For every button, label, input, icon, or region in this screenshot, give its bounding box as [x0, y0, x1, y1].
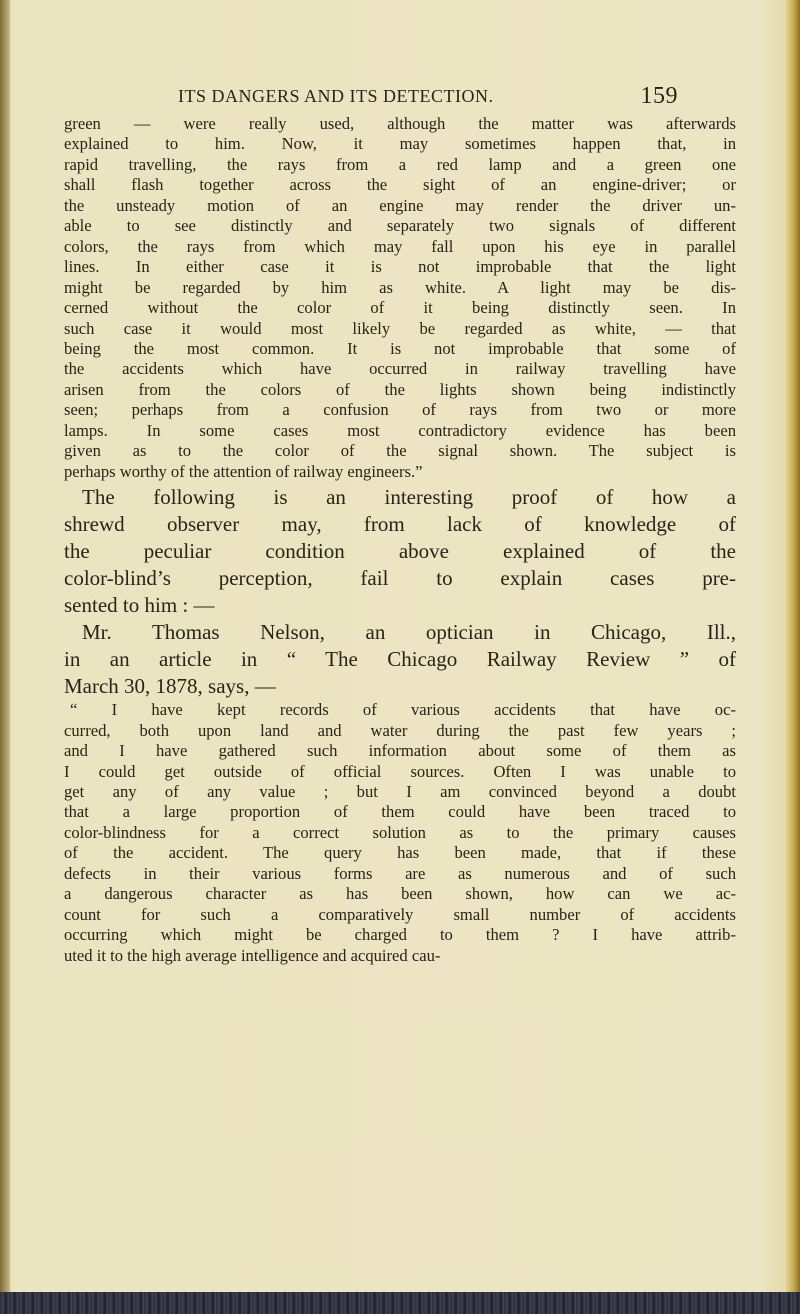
text-line: rapid travelling, the rays from a red lamp and a green one [64, 154, 736, 174]
text-line: might be regarded by him as white. A light may be dis- [64, 277, 736, 297]
text-line: green — were really used, although the matter was afterwards [64, 114, 736, 133]
text-line: colors, the rays from which may fall upon his eye in parallel [64, 236, 736, 256]
text-line: uted it to the high average intelligence and acquired cau- [64, 945, 441, 965]
page-number: 159 [640, 83, 678, 109]
text-line: that a large proportion of them could have been traced to [64, 802, 736, 822]
text-line: arisen from the colors of the lights shown being indistinctly [64, 379, 736, 399]
text-line: in an article in “ The Chicago Railway Review ” of [64, 647, 736, 672]
running-header [178, 83, 678, 112]
text-line: being the most common. It is not improbable that some of [64, 338, 736, 358]
scan-bottom-band [0, 1292, 800, 1314]
quote-block-one [64, 114, 736, 482]
text-line: curred, both upon land and water during the past few years ; [64, 720, 736, 740]
text-line: sented to him : — [64, 593, 215, 618]
text-line: occurring which might be charged to them ? I have attrib- [64, 925, 736, 945]
text-line: color-blind’s perception, fail to explain cases pre- [64, 566, 736, 591]
text-line: given as to the color of the signal shown. The subject is [64, 441, 736, 461]
text-line: the accidents which have occurred in railway travelling have [64, 359, 736, 379]
text-line: able to see distinctly and separately two signals of different [64, 216, 736, 236]
paragraph-two [64, 619, 736, 700]
text-line: lines. In either case it is not improbable that the light [64, 257, 736, 277]
text-line: a dangerous character as has been shown, how can we ac- [64, 884, 736, 904]
text-line: Mr. Thomas Nelson, an optician in Chicago, Ill., [82, 620, 736, 645]
text-line: cerned without the color of it being distinctly seen. In [64, 298, 736, 318]
page-gutter [0, 0, 10, 1314]
text-line: color-blindness for a correct solution as to the primary causes [64, 822, 736, 842]
text-line: shall flash together across the sight of an engine-driver; or [64, 175, 736, 195]
text-line: The following is an interesting proof of how a [82, 485, 736, 510]
text-line: the peculiar condition above explained of the [64, 539, 736, 564]
quote-block-two [64, 700, 736, 966]
text-line: and I have gathered such information about some of them as [64, 741, 736, 761]
running-title: ITS DANGERS AND ITS DETECTION. [178, 86, 494, 106]
text-line: March 30, 1878, says, — [64, 674, 276, 699]
text-line: defects in their various forms are as numerous and of such [64, 863, 736, 883]
text-line: perhaps worthy of the attention of railway engineers.” [64, 461, 423, 481]
text-line: of the accident. The query has been made, that if these [64, 843, 736, 863]
text-line: “ I have kept records of various accidents that have oc- [70, 700, 736, 720]
text-line: lamps. In some cases most contradictory evidence has been [64, 420, 736, 440]
text-line: such case it would most likely be regarded as white, — that [64, 318, 736, 338]
text-line: count for such a comparatively small number of accidents [64, 904, 736, 924]
text-line: seen; perhaps from a confusion of rays from two or more [64, 400, 736, 420]
page-body [64, 114, 736, 966]
text-line: shrewd observer may, from lack of knowledge of [64, 512, 736, 537]
text-line: explained to him. Now, it may sometimes happen that, in [64, 134, 736, 154]
paragraph-one [64, 484, 736, 619]
page-edge [786, 0, 800, 1314]
text-line: I could get outside of official sources. Often I was unable to [64, 761, 736, 781]
text-line: the unsteady motion of an engine may render the driver un- [64, 195, 736, 215]
text-line: get any of any value ; but I am convinced beyond a doubt [64, 781, 736, 801]
